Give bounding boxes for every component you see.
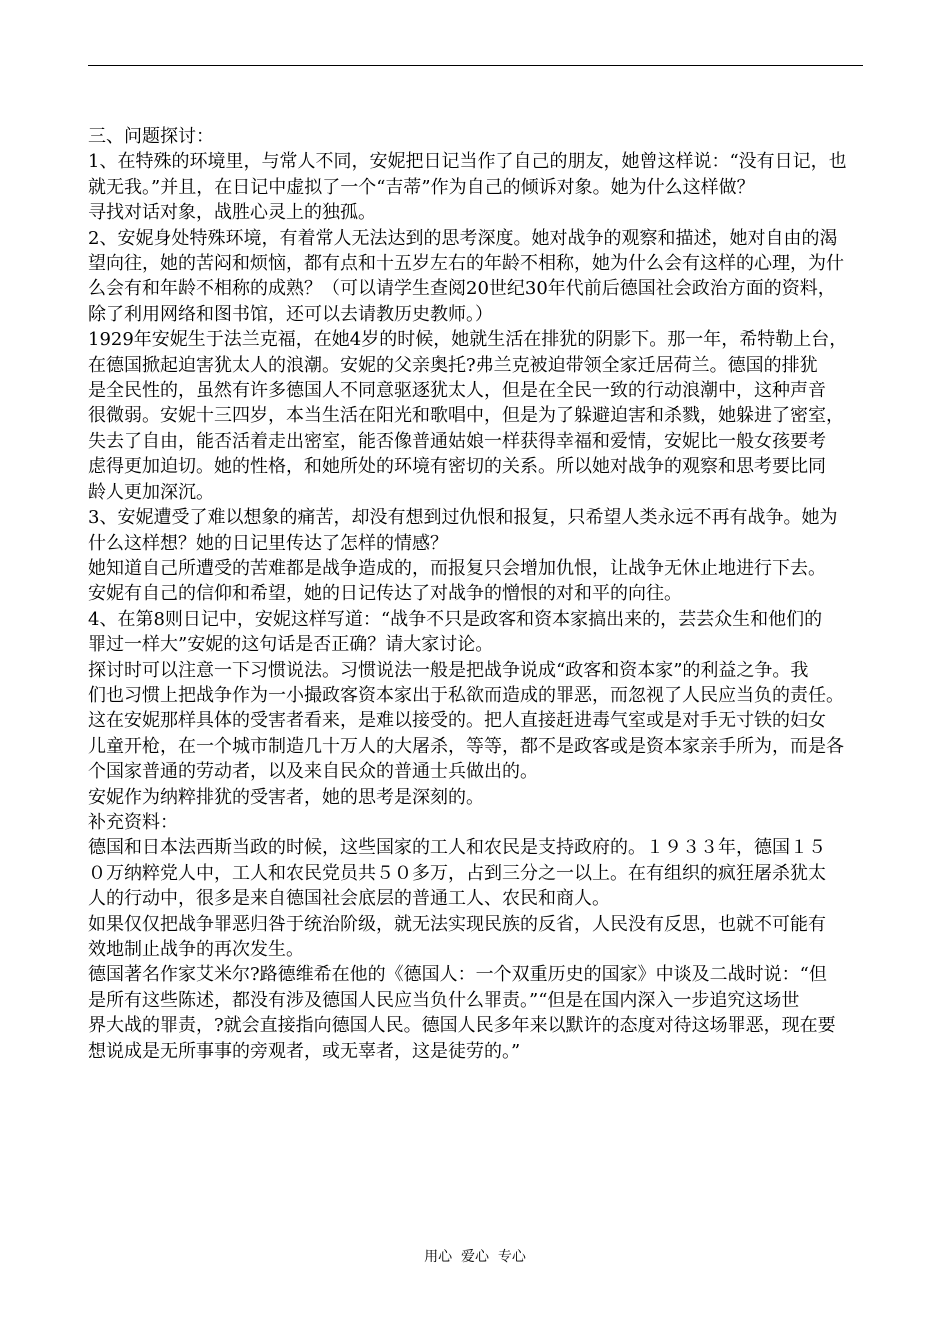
text-line: 么会有和年龄不相称的成熟？（可以请学生查阅20世纪30年代前后德国社会政治方面的资料， <box>88 278 836 300</box>
text-line: 界大战的罪责，?就会直接指向德国人民。德国人民多年来以默许的态度对待这场罪恶，现在要 <box>88 1015 836 1037</box>
text-line: 就无我。”并且，在日记中虚拟了一个“吉蒂”作为自己的倾诉对象。她为什么这样做？ <box>88 176 755 198</box>
text-line: 1、在特殊的环境里，与常人不同，安妮把日记当作了自己的朋友，她曾这样说：“没有日记，也 <box>88 151 847 173</box>
text-line: 效地制止战争的再次发生。 <box>88 939 304 960</box>
text-line: 如果仅仅把战争罪恶归咎于统治阶级，就无法实现民族的反省，人民没有反思，也就不可能有 <box>88 913 826 935</box>
text-line: 这在安妮那样具体的受害者看来，是难以接受的。把人直接赶进毒气室或是对手无寸铁的妇女 <box>88 710 826 732</box>
text-line: 探讨时可以注意一下习惯说法。习惯说法一般是把战争说成“政客和资本家”的利益之争。我 <box>88 659 809 681</box>
text-line: 儿童开枪，在一个城市制造几十万人的大屠杀，等等，都不是政客或是资本家亲手所为，而是各 <box>88 735 844 757</box>
text-line: 望向往，她的苦闷和烦恼，都有点和十五岁左右的年龄不相称，她为什么会有这样的心理，为什 <box>88 253 844 275</box>
text-line: 很微弱。安妮十三四岁，本当生活在阳光和歌唱中，但是为了躲避迫害和杀戮，她躲进了密室， <box>88 405 844 427</box>
page-footer: 用心 爱心 专心 <box>424 1249 526 1265</box>
text-line: 3、安妮遭受了难以想象的痛苦，却没有想到过仇恨和报复，只希望人类永远不再有战争。她为 <box>88 507 838 529</box>
text-line: 她知道自己所遭受的苦难都是战争造成的，而报复只会增加仇恨，让战争无休止地进行下去。 <box>88 557 826 579</box>
text-line: 补充资料： <box>88 811 178 833</box>
text-line: 4、在第8则日记中，安妮这样写道：“战争不只是政客和资本家搞出来的，芸芸众生和他们的 <box>88 608 823 630</box>
text-line: 1929年安妮生于法兰克福，在她4岁的时候，她就生活在排犹的阴影下。那一年，希特勒上台， <box>88 329 848 351</box>
text-line: 寻找对话对象，战胜心灵上的独孤。 <box>88 202 376 224</box>
text-line: 安妮作为纳粹排犹的受害者，她的思考是深刻的。 <box>88 786 484 808</box>
text-line: 除了利用网络和图书馆，还可以去请教历史教师。） <box>88 303 493 325</box>
text-line: 龄人更加深沉。 <box>88 481 214 503</box>
document-body <box>88 124 863 1064</box>
header-rule <box>88 65 863 66</box>
text-line: 在德国掀起迫害犹太人的浪潮。安妮的父亲奥托?弗兰克被迫带领全家迁居荷兰。德国的排犹 <box>88 354 818 376</box>
text-line: 失去了自由，能否活着走出密室，能否像普通姑娘一样获得幸福和爱情，安妮比一般女孩要考 <box>88 430 826 452</box>
text-line: 安妮有自己的信仰和希望，她的日记传达了对战争的憎恨的对和平的向往。 <box>88 583 682 605</box>
text-line: 德国和日本法西斯当政的时候，这些国家的工人和农民是支持政府的。１９３３年，德国１５ <box>88 837 826 859</box>
text-line: 2、安妮身处特殊环境，有着常人无法达到的思考深度。她对战争的观察和描述，她对自由的渴 <box>88 227 838 249</box>
text-line: 德国著名作家艾米尔?路德维希在他的《德国人：一个双重历史的国家》中谈及二战时说：“但 <box>88 964 827 986</box>
text-line: 三、问题探讨： <box>88 126 214 147</box>
text-line: ０万纳粹党人中，工人和农民党员共５０多万，占到三分之一以上。在有组织的疯狂屠杀犹太 <box>88 862 826 884</box>
text-line: 虑得更加迫切。她的性格，和她所处的环境有密切的关系。所以她对战争的观察和思考要比同 <box>88 456 826 478</box>
text-line: 想说成是无所事事的旁观者，或无辜者，这是徒劳的。” <box>88 1040 521 1062</box>
text-line: 罪过一样大”安妮的这句话是否正确？请大家讨论。 <box>88 634 494 656</box>
text-line: 个国家普通的劳动者，以及来自民众的普通士兵做出的。 <box>88 761 538 783</box>
text-line: 们也习惯上把战争作为一小撮政客资本家出于私欲而造成的罪恶，而忽视了人民应当负的责任。 <box>88 684 844 706</box>
text-line: 是全民性的，虽然有许多德国人不同意驱逐犹太人，但是在全民一致的行动浪潮中，这种声音 <box>88 380 826 402</box>
text-line: 是所有这些陈述，都没有涉及德国人民应当负什么罪责。”“但是在国内深入一步追究这场世 <box>88 989 800 1011</box>
text-line: 什么这样想？她的日记里传达了怎样的情感？ <box>88 532 448 554</box>
text-line: 人的行动中，很多是来自德国社会底层的普通工人、农民和商人。 <box>88 888 610 910</box>
